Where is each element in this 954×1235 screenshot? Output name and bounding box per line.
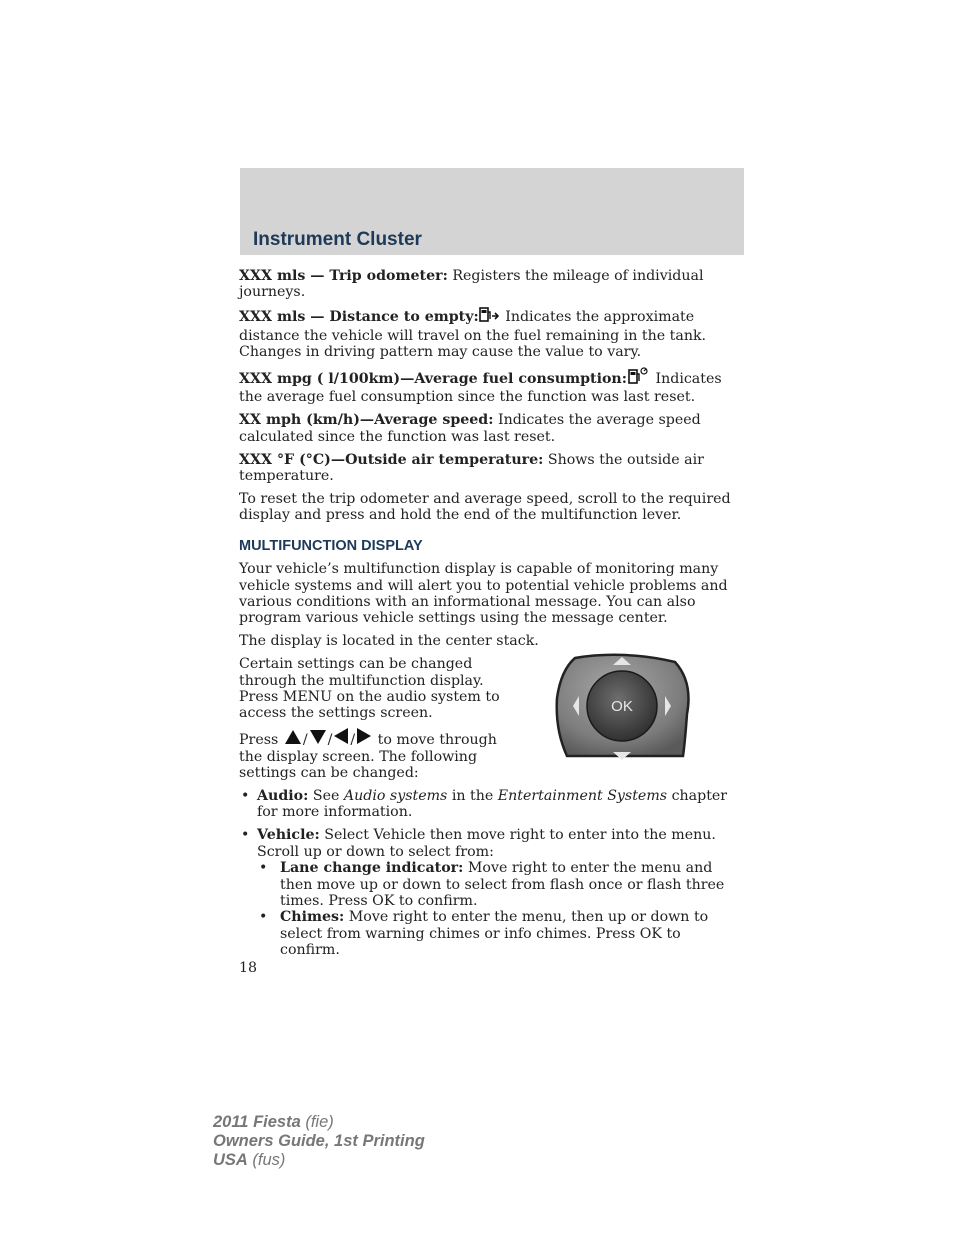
footer-model: 2011 Fiesta [213, 1113, 301, 1131]
chimes-label: Chimes: [280, 909, 345, 926]
lane-change-text: Move right to enter the menu and then move up or down to select from flash once or flash three times. Press OK to confirm. [280, 860, 725, 909]
ok-control-knob-illustration [555, 652, 691, 768]
vehicle-text: Select Vehicle then move right to enter into the menu. Scroll up or down to select from: [257, 827, 716, 860]
press-suffix: to move through the display screen. The following settings can be changed: [239, 732, 497, 782]
trip-odometer-text: Registers the mileage of individual journeys. [239, 268, 704, 301]
outside-air-temp-label: XXX °F (°C)—Outside air temperature: [239, 451, 544, 468]
average-speed-text: Indicates the average speed calculated since the function was last reset. [239, 412, 701, 445]
outside-air-temp-paragraph [239, 452, 745, 485]
average-speed-label: XX mph (km/h)—Average speed: [239, 412, 494, 429]
distance-to-empty-label: XXX mls — Distance to empty: [239, 309, 479, 326]
list-item-audio [239, 788, 745, 821]
arrow-right-icon [357, 728, 371, 744]
press-arrows-paragraph: Press / / / to move through the display screen. The following settings can be changed: [239, 728, 501, 781]
trip-odometer-label: XXX mls — Trip odometer: [239, 268, 448, 284]
footer-market-code: (fus) [247, 1151, 286, 1169]
list-item-vehicle [239, 827, 745, 958]
multifunction-intro: Your vehicle’s multifunction display is capable of monitoring many vehicle systems and will alert you to potential vehicle problems and various conditions with an informational message. You can also program various vehicle settings using the message center. [239, 561, 728, 627]
list-item-lane-change [257, 860, 745, 909]
audio-systems-ref: Audio systems [343, 788, 448, 805]
distance-to-empty-paragraph [239, 307, 745, 360]
footer-line-1 [213, 1113, 425, 1132]
settings-paragraph: Certain settings can be changed through the multifunction display. Press MENU on the audio system to access the settings screen. [239, 656, 500, 722]
average-fuel-text: Indicates the average fuel consumption since the function was last reset. [239, 371, 722, 406]
audio-see: See [308, 788, 344, 805]
vehicle-label: Vehicle: [257, 827, 320, 844]
ok-label: OK [611, 698, 633, 715]
arrow-down-icon [310, 730, 326, 744]
outside-air-temp-text: Shows the outside air temperature. [239, 451, 704, 485]
footer-model-code: (fie) [300, 1113, 334, 1131]
list-item-chimes [257, 909, 745, 958]
lane-change-label: Lane change indicator: [280, 860, 464, 877]
press-prefix: Press [239, 732, 279, 749]
fuel-pump-arrow-icon [479, 307, 501, 327]
vehicle-sub-list [257, 860, 745, 958]
page-number: 18 [239, 960, 258, 976]
fuel-pump-gauge-icon [627, 367, 651, 389]
footer-market: USA [213, 1151, 248, 1169]
settings-text-block [239, 656, 501, 788]
footer-line-2 [213, 1132, 425, 1151]
main-content [239, 268, 745, 965]
arrow-up-icon [285, 730, 301, 744]
distance-to-empty-text: Indicates the approximate distance the vehicle will travel on the fuel remaining in the tank. Changes in driving pattern may cause the value to vary. [239, 309, 707, 361]
footer-imprint [213, 1113, 425, 1170]
section-header-band [240, 168, 744, 255]
average-fuel-label: XXX mpg ( l/100km)—Average fuel consumption: [239, 371, 627, 388]
footer-line-3 [213, 1151, 425, 1170]
audio-label: Audio: [257, 788, 309, 805]
settings-list [239, 788, 745, 959]
chimes-text: Move right to enter the menu, then up or down to select from warning chimes or info chimes. Press OK to confirm. [280, 909, 709, 959]
audio-end: chapter for more information. [257, 788, 728, 821]
audio-mid: in the [447, 788, 498, 805]
reset-paragraph: To reset the trip odometer and average speed, scroll to the required display and press and hold the end of the multifunction lever. [239, 490, 731, 524]
average-fuel-paragraph [239, 367, 745, 406]
section-title: MULTIFUNCTION DISPLAY [239, 537, 423, 554]
arrow-left-icon [334, 728, 348, 744]
page-title: Instrument Cluster [253, 229, 422, 250]
average-speed-paragraph [239, 412, 745, 445]
footer-printing: Owners Guide, 1st Printing [213, 1132, 425, 1150]
entertainment-systems-ref: Entertainment Systems [497, 788, 668, 805]
trip-odometer-paragraph [239, 268, 745, 301]
display-location: The display is located in the center stack. [239, 633, 539, 650]
